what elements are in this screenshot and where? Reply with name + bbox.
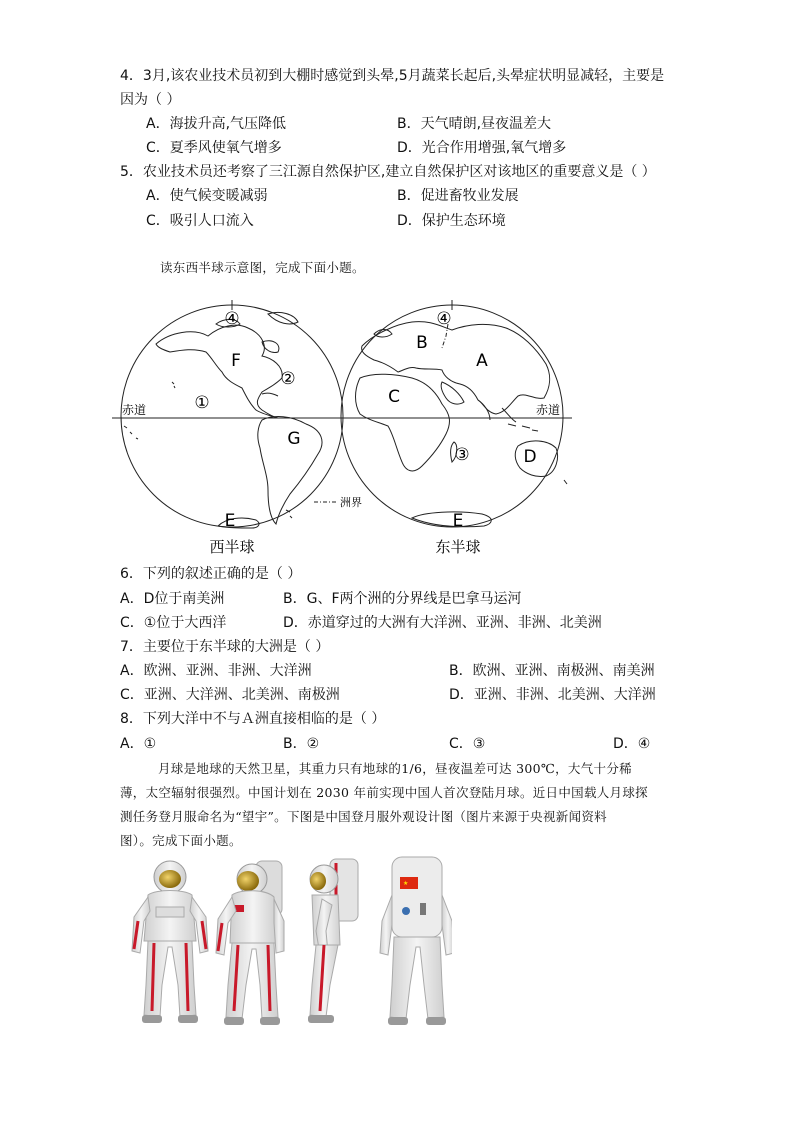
west-continent-g-label: G	[287, 429, 301, 449]
q7-stem: 7．主要位于东半球的大洲是（ ）	[120, 639, 330, 655]
east-continent-b-label: B	[416, 333, 428, 353]
east-continent-c-label: C	[388, 387, 400, 407]
q6-stem: 6．下列的叙述正确的是（ ）	[120, 566, 302, 582]
west-ocean-4-label: ④	[224, 309, 240, 329]
q5-option-d: D．保护生态环境	[397, 213, 506, 229]
q7-option-c: C．亚洲、大洋洲、北美洲、南极洲	[120, 687, 340, 703]
legend-continent-boundary: 洲界	[340, 496, 362, 509]
q8-stem: 8．下列大洋中不与Ａ洲直接相临的是（ ）	[120, 711, 386, 727]
moon-passage-line1: 月球是地球的天然卫星，其重力只有地球的1/6，昼夜温差可达 300℃，大气十分稀	[158, 761, 632, 776]
q6-option-a: A．D位于南美洲	[120, 591, 225, 607]
west-ocean-1-label: ①	[194, 393, 210, 413]
west-continent-e-label: E	[224, 511, 236, 531]
q6-option-b: B．G、F两个洲的分界线是巴拿马运河	[283, 591, 522, 607]
q7-option-a: A．欧洲、亚洲、非洲、大洋洲	[120, 663, 312, 679]
q6-option-c: C．①位于大西洋	[120, 615, 227, 631]
q4-option-b: B．天气晴朗,昼夜温差大	[397, 116, 552, 132]
q4-stem-line1: 4．3月,该农业技术员初到大棚时感觉到头晕,5月蔬菜长起后,头晕症状明显减轻，主要是	[120, 68, 665, 84]
q5-option-c: C．吸引人口流入	[146, 213, 254, 229]
west-hemisphere-circle	[121, 305, 343, 527]
east-ocean-3-label: ③	[454, 445, 470, 465]
q4-option-c: C．夏季风使氧气增多	[146, 140, 282, 156]
q7-option-b: B．欧洲、亚洲、南极洲、南美洲	[449, 663, 655, 679]
map-intro: 读东西半球示意图，完成下面小题。	[160, 260, 365, 275]
west-hemisphere-caption: 西半球	[209, 538, 255, 556]
mission-logo-icon	[402, 907, 410, 915]
q8-option-c: C．③	[449, 736, 486, 752]
q7-option-d: D．亚洲、非洲、北美洲、大洋洲	[449, 687, 656, 703]
east-continent-e-label: E	[452, 511, 464, 531]
moon-passage-line2: 薄，太空辐射很强烈。中国计划在 2030 年前实现中国人首次登陆月球。近日中国载人月球探	[120, 785, 648, 800]
east-continent-d-label: D	[523, 447, 537, 467]
spacesuit-front-view	[132, 861, 208, 1023]
spacesuit-back-view	[380, 857, 452, 1025]
q5-option-a: A．使气候变暖减弱	[146, 188, 268, 204]
east-continent-a-label: A	[476, 351, 488, 371]
q5-option-b: B．促进畜牧业发展	[397, 188, 519, 204]
q8-option-d: D．④	[613, 736, 651, 752]
east-ocean-4-label: ④	[436, 309, 452, 329]
q4-option-d: D．光合作用增强,氧气增多	[397, 140, 567, 156]
spacesuit-figure-group	[122, 855, 452, 1025]
q8-option-a: A．①	[120, 736, 157, 752]
east-equator-label: 赤道	[536, 403, 561, 417]
moon-passage-line3: 测任务登月服命名为“望宇”。下图是中国登月服外观设计图（图片来源于央视新闻资料	[120, 809, 607, 824]
q4-stem-line2: 因为（ ）	[120, 92, 181, 108]
spacesuit-side-view	[308, 859, 358, 1023]
west-equator-label: 赤道	[122, 403, 147, 417]
west-ocean-2-label: ②	[280, 369, 296, 389]
svg-text:★: ★	[403, 880, 409, 887]
moon-passage-line4: 图）。完成下面小题。	[120, 833, 242, 848]
hemisphere-map	[112, 296, 572, 564]
q4-option-a: A．海拔升高,气压降低	[146, 116, 287, 132]
q5-stem: 5．农业技术员还考察了三江源自然保护区,建立自然保护区对该地区的重要意义是（ ）	[120, 164, 656, 180]
east-hemisphere-caption: 东半球	[435, 538, 481, 556]
q6-option-d: D．赤道穿过的大洲有大洋洲、亚洲、非洲、北美洲	[283, 615, 602, 631]
spacesuit-angle-view	[216, 861, 284, 1025]
q8-option-b: B．②	[283, 736, 320, 752]
west-continent-f-label: F	[231, 351, 241, 371]
east-hemisphere-circle	[341, 305, 563, 527]
